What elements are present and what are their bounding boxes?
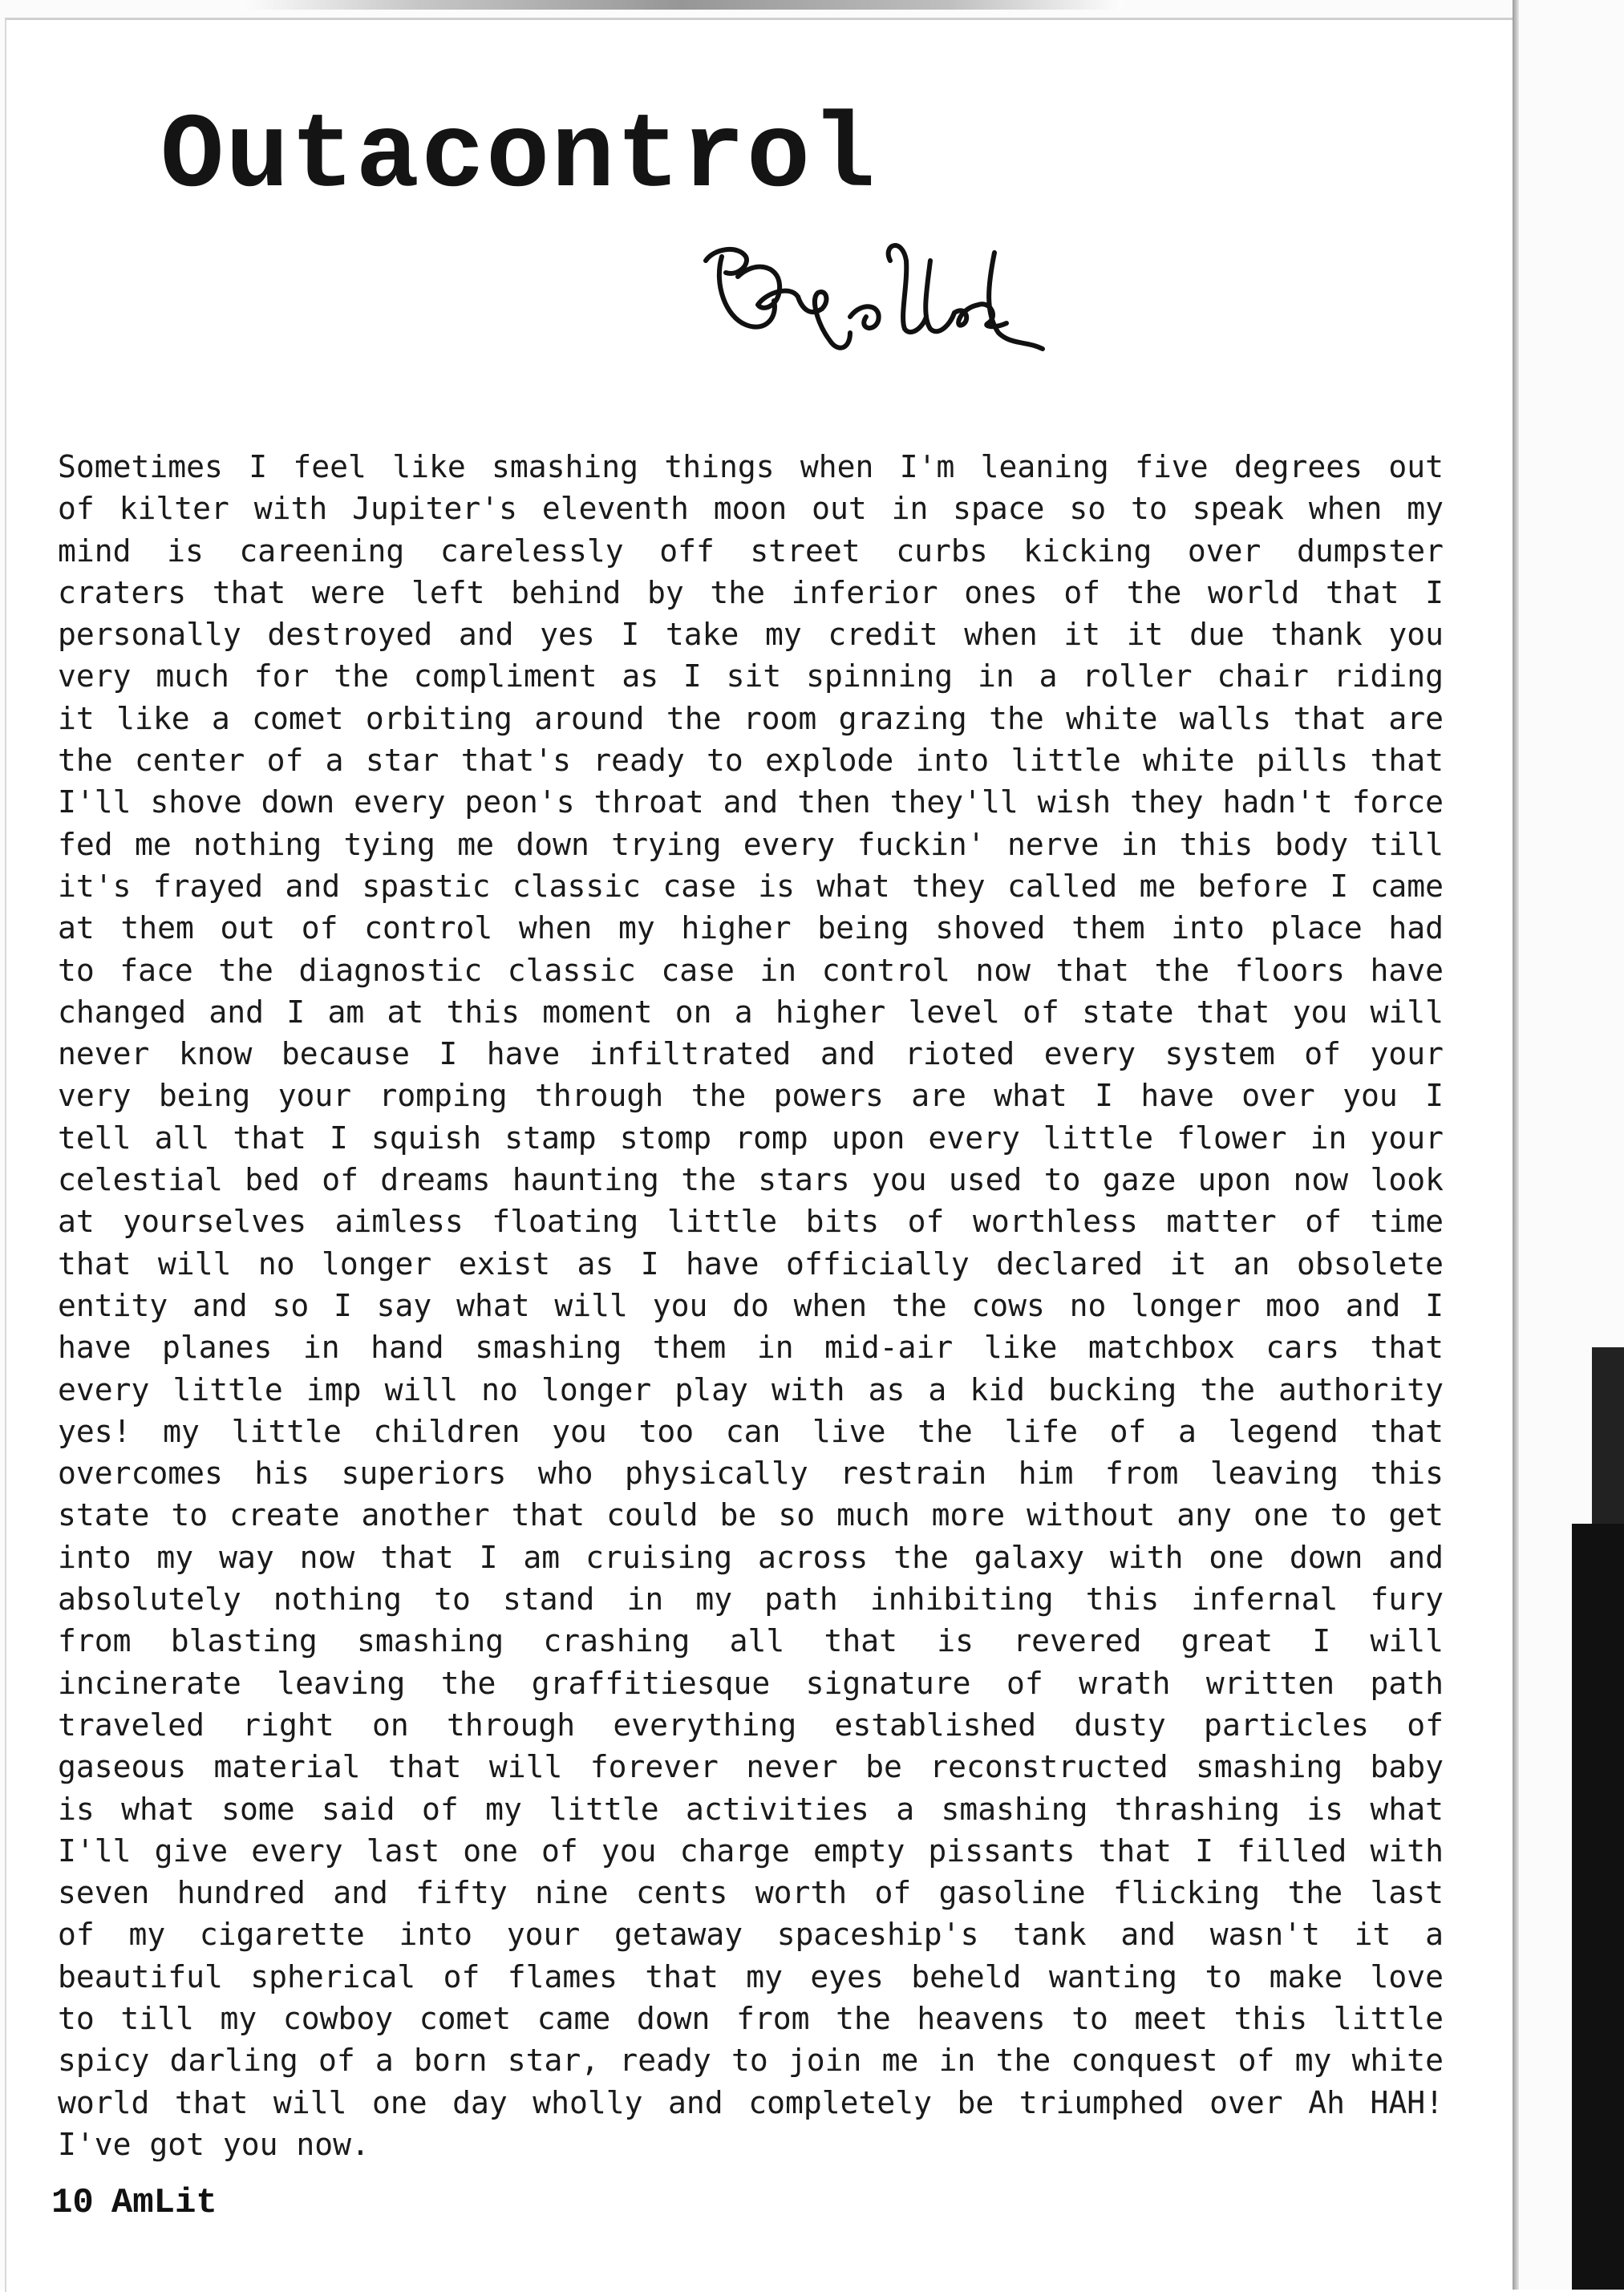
body-line: entity and so I say what will you do when the cows no longer moo and I [58,1287,1444,1323]
body-line: to face the diagnostic classic case in control now that the floors have [58,952,1444,988]
body-line: at yourselves aimless floating little bits of worthless matter of time [58,1204,1444,1240]
body-line: personally destroyed and yes I take my credit when it it due thank you [58,617,1444,653]
body-line: yes! my little children you too can live the life of a legend that [58,1413,1444,1449]
body-line: it like a comet orbiting around the room grazing the white walls that are [58,700,1444,736]
body-line: craters that were left behind by the inferior ones of the world that I [58,574,1444,610]
body-line: into my way now that I am cruising across the galaxy with one down and [58,1539,1444,1575]
body-line: of kilter with Jupiter's eleventh moon out in space so to speak when my [58,491,1444,527]
page-number: 10 [51,2183,94,2223]
body-line: I'll give every last one of you charge empty pissants that I filled with [58,1832,1444,1869]
page-footer [51,2183,217,2223]
top-edge-scuff [241,0,1123,10]
poem-title: Outacontrol [160,97,877,217]
body-line: it's frayed and spastic classic case is what they called me before I came [58,868,1444,904]
author-signature [690,229,1051,365]
body-line: incinerate leaving the graffitiesque signature of wrath written path [58,1665,1444,1701]
body-line: that will no longer exist as I have officially declared it an obsolete [58,1245,1444,1282]
body-line: beautiful spherical of flames that my eyes beheld wanting to make love [58,1958,1444,1994]
body-line: spicy darling of a born star, ready to join me in the conquest of my white [58,2043,1444,2079]
body-line: overcomes his superiors who physically restrain him from leaving this [58,1456,1444,1492]
body-line: tell all that I squish stamp stomp romp upon every little flower in your [58,1120,1444,1156]
body-line: very much for the compliment as I sit spinning in a roller chair riding [58,658,1444,694]
body-line: have planes in hand smashing them in mid-air like matchbox cars that [58,1330,1444,1366]
body-line: fed me nothing tying me down trying every fuckin' nerve in this body till [58,826,1444,862]
body-line: very being your romping through the powers are what I have over you I [58,1078,1444,1114]
body-line: to till my cowboy comet came down from the heavens to meet this little [58,2000,1444,2036]
body-line: I've got you now. [58,2126,370,2162]
body-line: never know because I have infiltrated and rioted every system of your [58,1036,1444,1072]
body-line: state to create another that could be so much more without any one to get [58,1497,1444,1533]
body-line: I'll shove down every peon's throat and then they'll wish they hadn't force [58,784,1444,820]
body-line: changed and I am at this moment on a higher level of state that you will [58,994,1444,1030]
body-line: absolutely nothing to stand in my path inhibiting this infernal fury [58,1581,1444,1618]
page-right-edge [1513,0,1519,2290]
body-line: every little imp will no longer play with as a kid bucking the authority [58,1371,1444,1407]
body-line: Sometimes I feel like smashing things when I'm leaning five degrees out [58,449,1444,484]
body-line: the center of a star that's ready to explode into little white pills that [58,743,1444,779]
scan-shadow [1572,1524,1624,2290]
body-line: from blasting smashing crashing all that is revered great I will [58,1623,1444,1659]
body-line: of my cigarette into your getaway spaceship's tank and wasn't it a [58,1917,1444,1953]
body-line: mind is careening carelessly off street curbs kicking over dumpster [58,533,1444,569]
publication-name: AmLit [111,2183,217,2223]
body-line: seven hundred and fifty nine cents worth of gasoline flicking the last [58,1875,1444,1911]
body-line: at them out of control when my higher being shoved them into place had [58,910,1444,946]
body-line: celestial bed of dreams haunting the stars you used to gaze upon now look [58,1162,1444,1198]
poem-body [58,446,1444,2165]
body-line: gaseous material that will forever never be reconstructed smashing baby [58,1749,1444,1785]
body-line: traveled right on through everything established dusty particles of [58,1707,1444,1743]
body-line: world that will one day wholly and completely be triumphed over Ah HAH! [58,2084,1444,2120]
body-line: is what some said of my little activities a smashing thrashing is what [58,1791,1444,1827]
